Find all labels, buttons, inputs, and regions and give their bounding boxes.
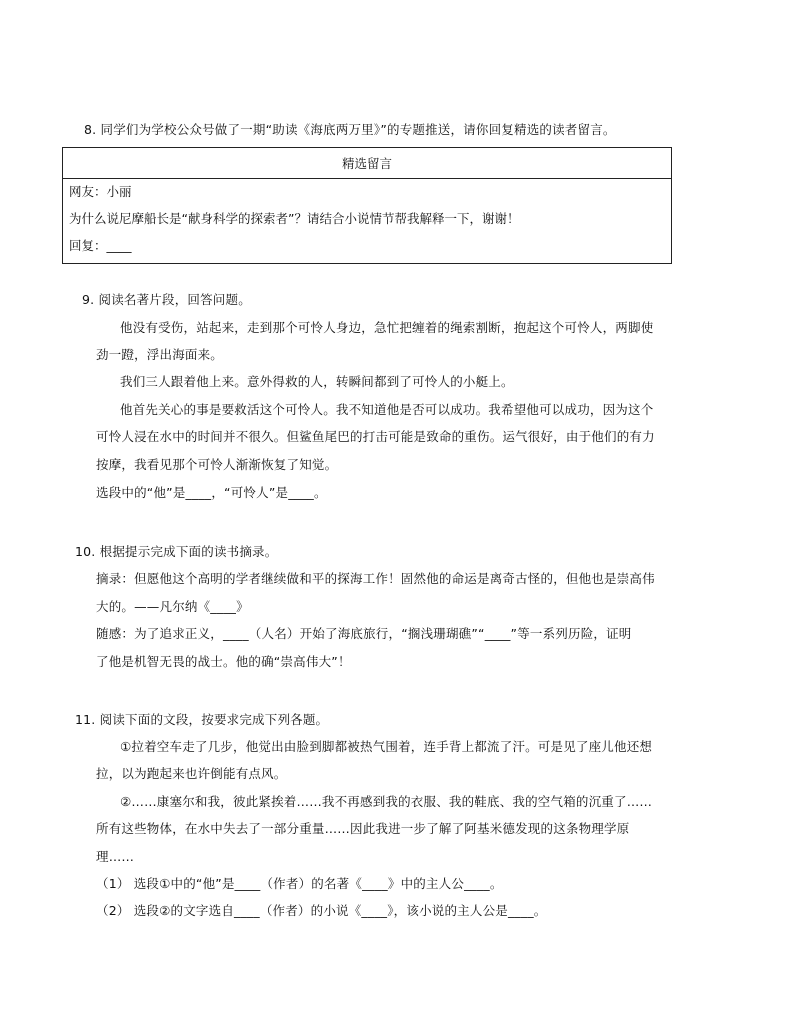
comment-body (63, 179, 672, 264)
q10-prompt: 10. 根据提示完成下面的读书摘录。 (75, 544, 278, 559)
q9-passage-line: 他没有受伤，站起来，走到那个可怜人身边，急忙把缠着的绳索割断，抱起这个可怜人，两脚使 (120, 320, 654, 335)
featured-comment-table (62, 147, 672, 264)
comment-user: 网友：小丽 (69, 184, 132, 199)
q11-passage-line: 理…… (96, 849, 135, 864)
q10-feeling-line: 了他是机智无畏的战士。他的确“崇高伟大”！ (96, 654, 351, 669)
table-header: 精选留言 (63, 148, 672, 179)
comment-reply[interactable]: 回复：____ (69, 238, 132, 253)
q11-prompt: 11. 阅读下面的文段，按要求完成下列各题。 (75, 712, 329, 727)
q11-passage-line: ①拉着空车走了几步，他觉出由脸到脚都被热气围着，连手背上都流了汗。可是见了座儿他还想 (120, 739, 653, 754)
q9-passage-line: 劲一蹬，浮出海面来。 (96, 347, 224, 362)
q11-subquestion-2[interactable]: （2） 选段②的文字选自____（作者）的小说《____》，该小说的主人公是____。 (96, 903, 547, 918)
q9-question[interactable]: 选段中的“他”是____，“可怜人”是____。 (96, 485, 327, 500)
q10-excerpt-line: 摘录：但愿他这个高明的学者继续做和平的探海工作！固然他的命运是离奇古怪的，但他也是崇高伟 (96, 571, 655, 586)
q9-passage-line: 他首先关心的事是要救活这个可怜人。我不知道他是否可以成功。我希望他可以成功，因为这个 (120, 402, 654, 417)
q10-feeling-line[interactable]: 随感：为了追求正义，____（人名）开始了海底旅行，“搁浅珊瑚礁”“____”等一系列历险，证明 (96, 626, 632, 641)
q11-passage-line: ②……康塞尔和我，彼此紧挨着……我不再感到我的衣服、我的鞋底、我的空气箱的沉重了…… (120, 794, 653, 809)
q9-prompt: 9. 阅读名著片段，回答问题。 (82, 292, 251, 307)
q9-passage-line: 我们三人跟着他上来。意外得救的人，转瞬间都到了可怜人的小艇上。 (120, 374, 514, 389)
comment-question: 为什么说尼摩船长是“献身科学的探索者”？请结合小说情节帮我解释一下，谢谢！ (69, 211, 520, 226)
q9-passage-line: 按摩，我看见那个可怜人渐渐恢复了知觉。 (96, 457, 338, 472)
q11-subquestion-1[interactable]: （1） 选段①中的“他”是____（作者）的名著《____》中的主人公____。 (96, 876, 503, 891)
q8-prompt: 8. 同学们为学校公众号做了一期“助读《海底两万里》”的专题推送，请你回复精选的读者留言。 (84, 122, 616, 137)
q9-passage-line: 可怜人浸在水中的时间并不很久。但鲨鱼尾巴的打击可能是致命的重伤。运气很好，由于他们的有力 (96, 429, 655, 444)
q11-passage-line: 所有这些物体，在水中失去了一部分重量……因此我进一步了解了阿基米德发现的这条物理学原 (96, 821, 630, 836)
q10-excerpt-line[interactable]: 大的。——凡尔纳《____》 (96, 599, 249, 614)
q11-passage-line: 拉，以为跑起来也许倒能有点风。 (96, 766, 287, 781)
